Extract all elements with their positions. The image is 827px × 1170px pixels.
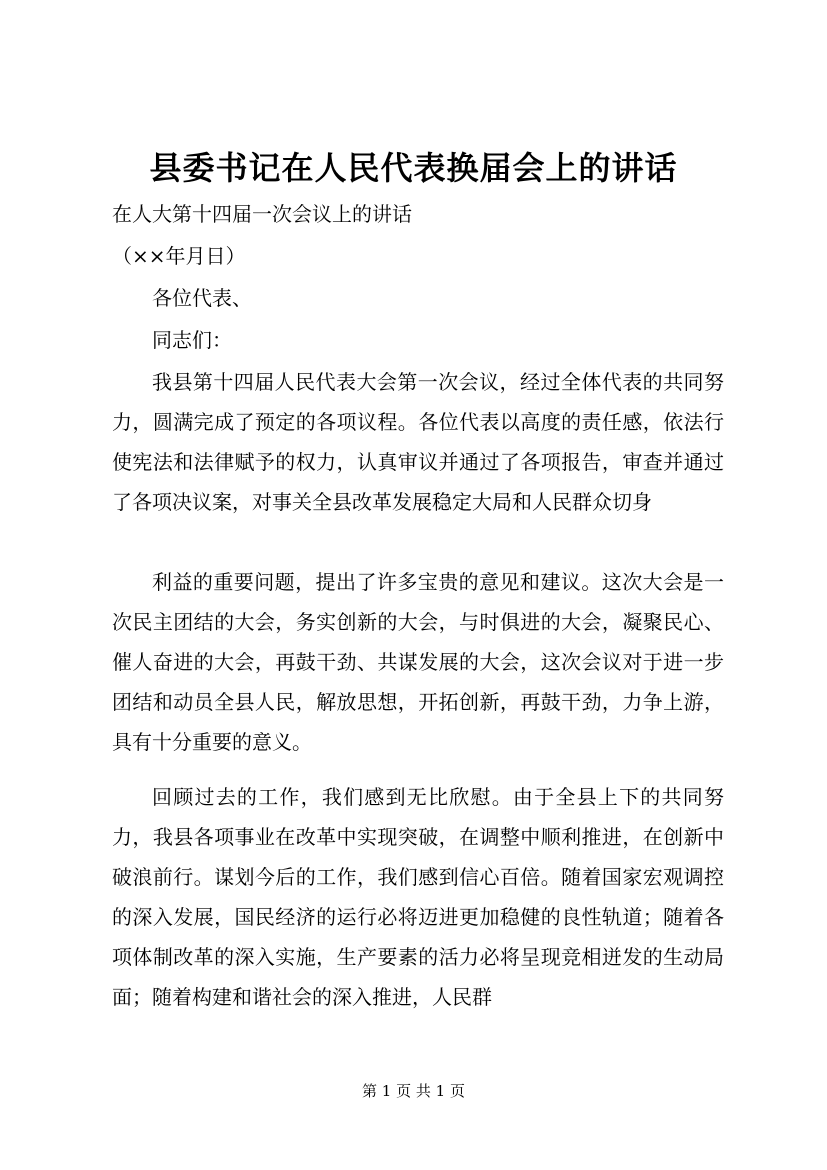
paragraph-1: 我县第十四届人民代表大会第一次会议，经过全体代表的共同努力，圆满完成了预定的各项议程。各位代表以高度的责任感，依法行使宪法和法律赋予的权力，认真审议并通过了各项报告，审查并通过了各项决议案，对事关全县改革发展稳定大局和人民群众切身	[112, 370, 724, 514]
speech-date: （××年月日）	[112, 244, 246, 268]
paragraph-2: 利益的重要问题，提出了许多宝贵的意见和建议。这次大会是一次民主团结的大会，务实创新的大会，与时俱进的大会，凝聚民心、催人奋进的大会，再鼓干劲、共谋发展的大会，这次会议对于进一步团结和动员全县人民，解放思想，开拓创新，再鼓干劲，力争上游，具有十分重要的意义。	[112, 570, 724, 754]
paragraph-3: 回顾过去的工作，我们感到无比欣慰。由于全县上下的共同努力，我县各项事业在改革中实现突破，在调整中顺利推进，在创新中破浪前行。谋划今后的工作，我们感到信心百倍。随着国家宏观调控的深入发展，国民经济的运行必将迈进更加稳健的良性轨道；随着各项体制改革的深入实施，生产要素的活力必将呈现竞相迸发的生动局面；随着构建和谐社会的深入推进，人民群	[112, 785, 724, 1009]
salutation-comrades: 同志们：	[152, 328, 232, 352]
salutation-delegates: 各位代表、	[152, 286, 252, 310]
page-footer: 第 1 页 共 1 页	[362, 1082, 465, 1100]
speech-subtitle: 在人大第十四届一次会议上的讲话	[112, 202, 412, 226]
document-title: 县委书记在人民代表换届会上的讲话	[149, 149, 678, 187]
